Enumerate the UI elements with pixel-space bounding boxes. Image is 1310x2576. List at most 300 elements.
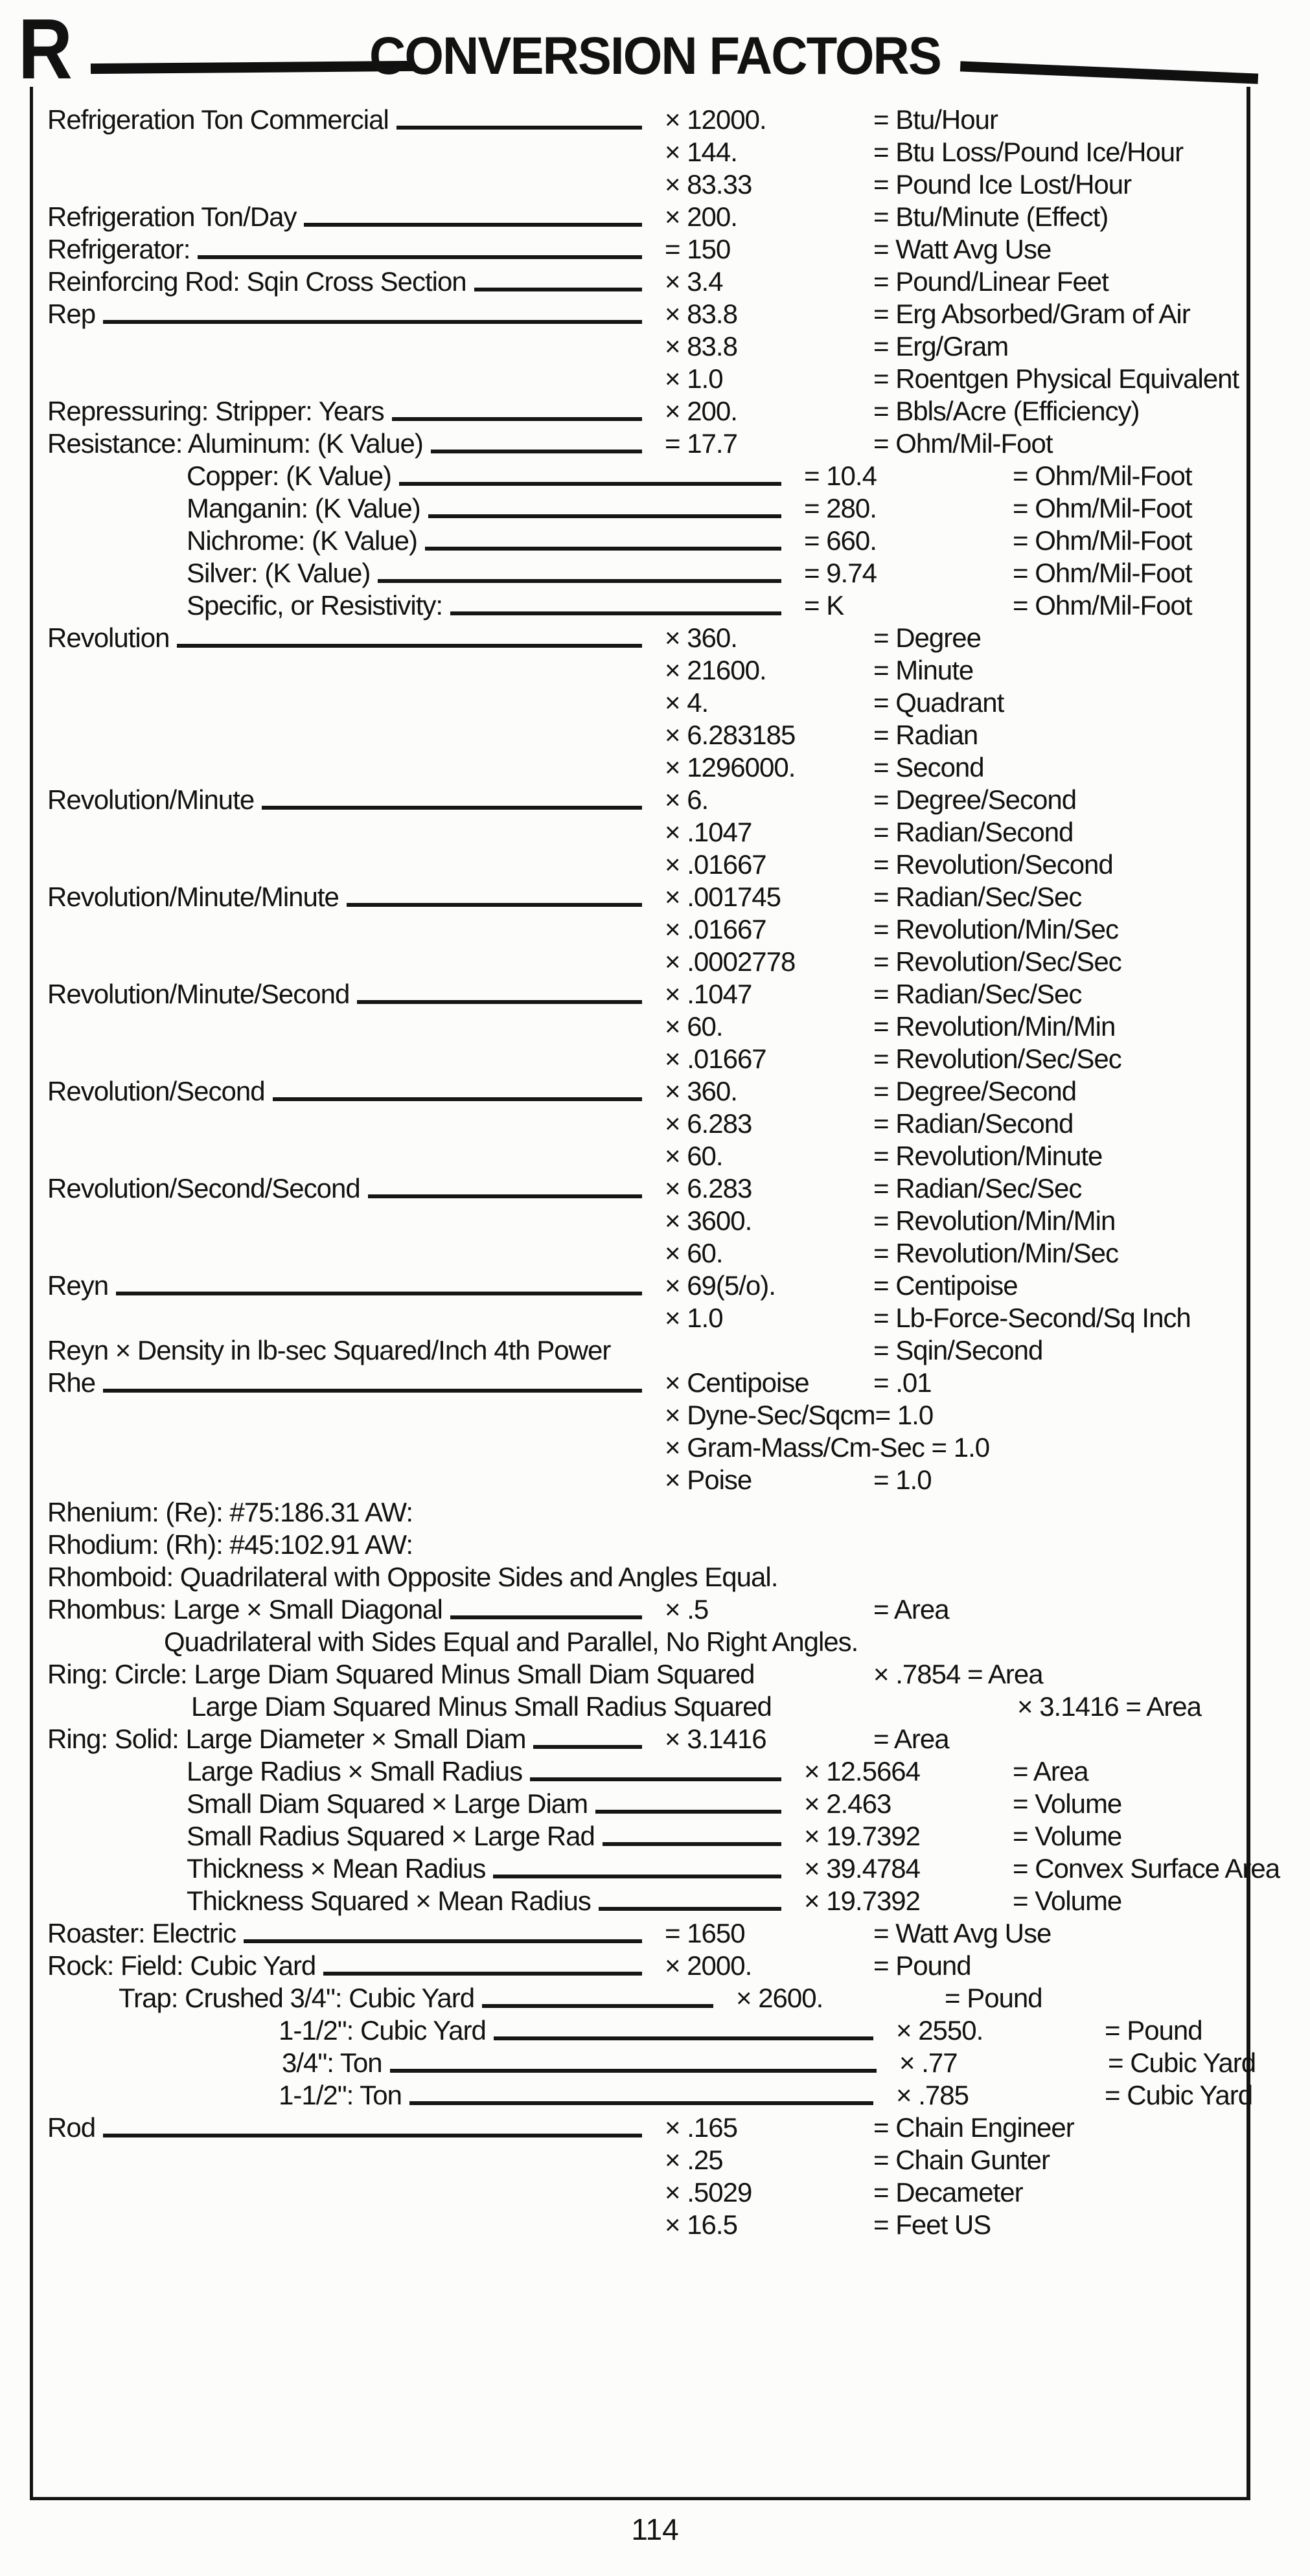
- conversion-row: [33, 2112, 1247, 2144]
- row-result: = .01: [873, 1367, 932, 1398]
- conversion-row: [33, 2079, 1253, 2112]
- row-label: Refrigeration Ton Commercial: [47, 104, 389, 135]
- conversion-row: [33, 363, 1247, 395]
- conversion-row: [33, 104, 1247, 136]
- row-indent: [47, 2014, 279, 2047]
- row-leader-line: [530, 1777, 781, 1781]
- row-factor: × .5: [665, 1594, 709, 1624]
- conversion-row: [33, 557, 1247, 589]
- row-result: × 3.1416 = Area: [1017, 1691, 1201, 1722]
- row-label-area: [47, 1496, 1247, 1529]
- row-leader-line: [368, 1194, 642, 1198]
- row-factor: × 21600.: [665, 655, 766, 685]
- row-result: = Pound: [873, 1950, 971, 1981]
- row-label-area: [187, 1788, 787, 1820]
- row-factor: × .01667: [665, 914, 766, 944]
- row-factor: × 60.: [665, 1141, 723, 1171]
- row-factor: × 19.7392: [804, 1821, 921, 1851]
- row-label: Trap: Crushed 3/4": Cubic Yard: [119, 1983, 475, 2013]
- row-factor: = 280.: [804, 493, 877, 523]
- conversion-row: [33, 395, 1247, 427]
- row-label: Silver: (K Value): [187, 558, 371, 588]
- row-leader-line: [103, 1389, 642, 1393]
- row-leader-line: [493, 1875, 781, 1878]
- conversion-row: [33, 1237, 1247, 1270]
- row-result: = Volume: [1013, 1886, 1122, 1916]
- row-label-area: [47, 1399, 647, 1431]
- conversion-table: [33, 104, 1280, 2241]
- row-label-area: [187, 589, 787, 622]
- conversion-row: [33, 2176, 1247, 2209]
- row-result: = Pound: [945, 1983, 1042, 2013]
- conversion-row: [33, 1658, 1247, 1691]
- conversion-row: [33, 654, 1247, 687]
- row-label: Reyn × Density in lb-sec Squared/Inch 4th Power: [47, 1335, 611, 1365]
- conversion-row: [33, 1820, 1247, 1852]
- row-result: = Ohm/Mil-Foot: [1013, 461, 1192, 491]
- row-result: = Cubic Yard: [1108, 2047, 1256, 2078]
- row-factor: × .1047: [665, 979, 752, 1009]
- row-label-area: [47, 1529, 1247, 1561]
- row-result: = 1.0: [873, 1465, 932, 1495]
- row-label-area: [279, 2014, 879, 2047]
- row-label-area: [47, 978, 647, 1010]
- row-result: = Revolution/Sec/Sec: [873, 1043, 1121, 1074]
- row-label-area: [47, 330, 647, 363]
- conversion-row: [33, 1010, 1247, 1043]
- row-label-area: [47, 913, 647, 946]
- conversion-row: [33, 1075, 1247, 1108]
- conversion-row: [33, 525, 1247, 557]
- row-factor: = 9.74: [804, 558, 877, 588]
- row-label-area: [47, 427, 647, 460]
- row-result: = Revolution/Min/Sec: [873, 1238, 1119, 1268]
- row-leader-line: [474, 288, 642, 291]
- conversion-row: [33, 1755, 1247, 1788]
- row-indent: [47, 460, 187, 492]
- row-label: Rhomboid: Quadrilateral with Opposite Sides and Angles Equal.: [47, 1562, 778, 1592]
- row-result: = Chain Engineer: [873, 2112, 1074, 2143]
- row-label: Rhe: [47, 1367, 96, 1398]
- row-leader-line: [425, 547, 781, 551]
- row-label: Revolution: [47, 622, 170, 653]
- row-factor: [665, 1334, 873, 1367]
- row-result: = Degree: [873, 622, 981, 653]
- conversion-row: [33, 1626, 1247, 1658]
- row-label-area: [47, 816, 647, 849]
- conversion-row: [33, 1529, 1247, 1561]
- row-indent: [47, 2047, 282, 2079]
- row-factor: × .1047: [665, 817, 752, 847]
- conversion-row: [33, 1399, 1247, 1431]
- page-number: 114: [631, 2513, 679, 2546]
- conversion-row: [33, 881, 1247, 913]
- row-label-area: [187, 1885, 787, 1917]
- conversion-row: [33, 1691, 1247, 1723]
- row-label: Rep: [47, 299, 96, 329]
- conversion-row: [33, 1561, 1247, 1593]
- conversion-row: [33, 978, 1247, 1010]
- conversion-row: [33, 2014, 1247, 2047]
- row-indent: [47, 589, 187, 622]
- row-result: = Ohm/Mil-Foot: [1013, 590, 1192, 621]
- conversion-row: [33, 1205, 1247, 1237]
- row-factor: × 200.: [665, 396, 737, 426]
- row-label-area: [187, 460, 787, 492]
- conversion-row: [33, 266, 1247, 298]
- row-label-area: [47, 622, 647, 654]
- row-leader-line: [323, 1972, 642, 1976]
- row-label: Reyn: [47, 1270, 109, 1301]
- conversion-row: [33, 330, 1247, 363]
- row-label-area: [187, 1820, 787, 1852]
- row-label-area: [47, 1302, 647, 1334]
- row-factor: × Dyne-Sec/Sqcm= 1.0: [665, 1400, 934, 1430]
- row-indent: [47, 2079, 279, 2112]
- row-result: = Revolution/Sec/Sec: [873, 946, 1121, 977]
- row-factor: × 2.463: [804, 1788, 891, 1819]
- row-label-area: [187, 557, 787, 589]
- row-label-area: [47, 1140, 647, 1172]
- row-indent: [47, 1885, 187, 1917]
- row-result: = Quadrant: [873, 687, 1004, 718]
- row-leader-line: [116, 1292, 642, 1295]
- row-leader-line: [396, 126, 642, 130]
- row-factor: × 83.8: [665, 299, 737, 329]
- row-label: Copper: (K Value): [187, 461, 392, 491]
- row-factor: × 60.: [665, 1238, 723, 1268]
- row-indent: [47, 492, 187, 525]
- row-factor: × 12000.: [665, 104, 766, 135]
- row-factor: = K: [804, 590, 844, 621]
- row-leader-line: [399, 482, 781, 486]
- row-factor: × .785: [896, 2080, 969, 2110]
- row-factor: × 16.5: [665, 2209, 737, 2240]
- row-result: = Btu/Minute (Effect): [873, 201, 1109, 232]
- conversion-row: [33, 1982, 1247, 2014]
- row-result: = Radian/Second: [873, 1108, 1074, 1139]
- row-result: = Degree/Second: [873, 1076, 1077, 1106]
- conversion-row: [33, 849, 1247, 881]
- conversion-row: [33, 1885, 1247, 1917]
- row-label-area: [47, 2209, 647, 2241]
- row-label-area: [47, 104, 647, 136]
- row-label-area: [191, 1691, 791, 1723]
- row-label-area: [282, 2047, 882, 2079]
- row-leader-line: [244, 1939, 642, 1943]
- conversion-row: [33, 1108, 1247, 1140]
- conversion-row: [33, 751, 1247, 784]
- row-label-area: [47, 136, 647, 168]
- row-factor: [809, 1691, 1017, 1723]
- row-factor: × 200.: [665, 201, 737, 232]
- row-label-area: [47, 881, 647, 913]
- row-label-area: [47, 1334, 647, 1367]
- row-result: = Bbls/Acre (Efficiency): [873, 396, 1140, 426]
- row-leader-line: [533, 1745, 642, 1749]
- row-label-area: [164, 1626, 1247, 1658]
- row-factor: × .5029: [665, 2177, 752, 2207]
- row-result: = Radian/Sec/Sec: [873, 979, 1082, 1009]
- row-indent: [47, 1982, 119, 2014]
- row-result: = Pound Ice Lost/Hour: [873, 169, 1132, 199]
- row-label: Refrigerator:: [47, 234, 190, 264]
- row-factor: × 83.33: [665, 169, 752, 199]
- row-label-area: [47, 395, 647, 427]
- conversion-row: [33, 298, 1247, 330]
- row-leader-line: [431, 450, 642, 453]
- row-leader-line: [450, 611, 781, 615]
- row-label: Revolution/Minute: [47, 784, 255, 815]
- row-result: = Lb-Force-Second/Sq Inch: [873, 1303, 1191, 1333]
- conversion-row: [33, 1302, 1247, 1334]
- conversion-row: [33, 719, 1247, 751]
- row-label-area: [47, 201, 647, 233]
- row-factor: × 6.: [665, 784, 709, 815]
- row-label-area: [47, 946, 647, 978]
- row-indent: [47, 525, 187, 557]
- row-factor: × 4.: [665, 687, 709, 718]
- row-leader-line: [177, 644, 642, 648]
- row-factor: × .77: [899, 2047, 958, 2078]
- row-factor: × Centipoise: [665, 1367, 809, 1398]
- row-label: Revolution/Second/Second: [47, 1173, 360, 1203]
- row-result: = Chain Gunter: [873, 2145, 1050, 2175]
- row-label: Refrigeration Ton/Day: [47, 201, 297, 232]
- conversion-row: [33, 946, 1247, 978]
- row-indent: [47, 1691, 191, 1723]
- row-label-area: [47, 1917, 647, 1950]
- conversion-row: [33, 1593, 1247, 1626]
- row-result: = Watt Avg Use: [873, 234, 1051, 264]
- row-result: = Erg Absorbed/Gram of Air: [873, 299, 1190, 329]
- row-leader-line: [595, 1810, 781, 1814]
- row-factor: × 6.283: [665, 1173, 752, 1203]
- row-label: Resistance: Aluminum: (K Value): [47, 428, 423, 459]
- row-label: Large Diam Squared Minus Small Radius Squared: [191, 1691, 772, 1722]
- conversion-row: [33, 168, 1247, 201]
- conversion-row: [33, 1788, 1247, 1820]
- conversion-row: [33, 233, 1247, 266]
- row-result: = Watt Avg Use: [873, 1918, 1051, 1948]
- conversion-row: [33, 816, 1247, 849]
- page-title: CONVERSION FACTORS: [369, 27, 941, 85]
- conversion-row: [33, 2209, 1247, 2241]
- row-label: 1-1/2": Cubic Yard: [279, 2015, 486, 2046]
- row-result: = Degree/Second: [873, 784, 1077, 815]
- row-label: Reinforcing Rod: Sqin Cross Section: [47, 266, 466, 297]
- row-label-area: [47, 363, 647, 395]
- conversion-row: [33, 1950, 1247, 1982]
- row-label: Revolution/Second: [47, 1076, 265, 1106]
- conversion-row: [33, 622, 1247, 654]
- row-result: = Centipoise: [873, 1270, 1018, 1301]
- row-label: Rock: Field: Cubic Yard: [47, 1950, 316, 1981]
- conversion-row: [33, 913, 1247, 946]
- conversion-row: [33, 1431, 1247, 1464]
- row-result: = Radian/Second: [873, 817, 1074, 847]
- row-factor: × 69(5/o).: [665, 1270, 776, 1301]
- row-label-area: [47, 233, 647, 266]
- row-label: Revolution/Minute/Minute: [47, 882, 339, 912]
- row-result: = Ohm/Mil-Foot: [1013, 558, 1192, 588]
- row-label: 1-1/2": Ton: [279, 2080, 402, 2110]
- section-letter: R: [18, 1, 71, 97]
- row-label-area: [47, 2176, 647, 2209]
- row-factor: × 39.4784: [804, 1853, 921, 1884]
- row-factor: × 3.4: [665, 266, 723, 297]
- conversion-row: [33, 1334, 1247, 1367]
- row-result: = Ohm/Mil-Foot: [1013, 493, 1192, 523]
- row-factor: × .01667: [665, 849, 766, 880]
- row-result: = Ohm/Mil-Foot: [1013, 525, 1192, 556]
- row-factor: × .165: [665, 2112, 737, 2143]
- row-label: Rod: [47, 2112, 96, 2143]
- row-indent: [47, 1788, 187, 1820]
- row-label: Revolution/Minute/Second: [47, 979, 350, 1009]
- row-factor: = 150: [665, 234, 731, 264]
- row-leader-line: [357, 1000, 642, 1004]
- content-box: [30, 87, 1280, 2500]
- row-label: Manganin: (K Value): [187, 493, 420, 523]
- row-leader-line: [347, 903, 642, 907]
- row-label: Thickness × Mean Radius: [187, 1853, 486, 1884]
- row-label-area: [47, 298, 647, 330]
- conversion-row: [33, 2144, 1247, 2176]
- row-label-area: [187, 1852, 787, 1885]
- row-leader-line: [390, 2069, 877, 2073]
- conversion-row: [33, 492, 1247, 525]
- row-result: = Convex Surface Area: [1013, 1853, 1280, 1884]
- row-factor: = 660.: [804, 525, 877, 556]
- row-label-area: [47, 1593, 647, 1626]
- row-factor: = 1650: [665, 1918, 745, 1948]
- row-factor: × 1.0: [665, 1303, 723, 1333]
- conversion-row: [33, 687, 1247, 719]
- row-label-area: [47, 1431, 647, 1464]
- row-factor: × 60.: [665, 1011, 723, 1042]
- row-label-area: [47, 1950, 647, 1982]
- row-label-area: [47, 266, 647, 298]
- conversion-row: [33, 1270, 1247, 1302]
- row-result: = Revolution/Min/Min: [873, 1205, 1116, 1236]
- conversion-row: [33, 1367, 1247, 1399]
- conversion-row: [33, 1917, 1247, 1950]
- row-label: Small Diam Squared × Large Diam: [187, 1788, 588, 1819]
- row-indent: [47, 1626, 164, 1658]
- row-indent: [47, 1852, 187, 1885]
- row-leader-line: [378, 579, 781, 583]
- row-label-area: [47, 1270, 647, 1302]
- row-factor: × 1.0: [665, 363, 723, 394]
- row-result: = Roentgen Physical Equivalent: [873, 363, 1239, 394]
- row-label-area: [187, 1755, 787, 1788]
- row-result: = Volume: [1013, 1821, 1122, 1851]
- row-result: = Area: [1013, 1756, 1088, 1786]
- row-result: = Revolution/Minute: [873, 1141, 1103, 1171]
- row-label: Repressuring: Stripper: Years: [47, 396, 384, 426]
- row-result: = Decameter: [873, 2177, 1023, 2207]
- conversion-row: [33, 460, 1247, 492]
- row-result: = Revolution/Second: [873, 849, 1113, 880]
- row-indent: [47, 557, 187, 589]
- row-factor: × 3.1416: [665, 1724, 766, 1754]
- row-label-area: [47, 1658, 755, 1691]
- row-label: Ring: Solid: Large Diameter × Small Diam: [47, 1724, 526, 1754]
- row-leader-line: [304, 223, 642, 227]
- row-leader-line: [428, 514, 781, 518]
- row-factor: × 2000.: [665, 1950, 752, 1981]
- row-factor: = 17.7: [665, 428, 737, 459]
- row-result: = Volume: [1013, 1788, 1122, 1819]
- conversion-row: [33, 784, 1247, 816]
- conversion-row: [33, 1140, 1247, 1172]
- row-result: = Cubic Yard: [1105, 2080, 1253, 2110]
- row-result: = Sqin/Second: [873, 1335, 1043, 1365]
- row-label-area: [187, 492, 787, 525]
- row-label: Large Radius × Small Radius: [187, 1756, 523, 1786]
- row-result: = Area: [873, 1594, 949, 1624]
- row-label-area: [47, 1043, 647, 1075]
- conversion-row: [33, 2047, 1256, 2079]
- row-indent: [47, 1755, 187, 1788]
- row-result: = Radian/Sec/Sec: [873, 882, 1082, 912]
- conversion-row: [33, 1496, 1247, 1529]
- row-leader-line: [392, 417, 642, 421]
- row-label-area: [47, 1108, 647, 1140]
- row-factor: × .25: [665, 2145, 723, 2175]
- row-result: = Erg/Gram: [873, 331, 1009, 361]
- row-result: = Minute: [873, 655, 974, 685]
- row-label: Quadrilateral with Sides Equal and Parallel, No Right Angles.: [164, 1626, 858, 1657]
- row-result: = Radian/Sec/Sec: [873, 1173, 1082, 1203]
- row-leader-line: [409, 2101, 873, 2105]
- row-label-area: [47, 2112, 647, 2144]
- conversion-row: [33, 1723, 1247, 1755]
- row-label-area: [47, 1075, 647, 1108]
- row-leader-line: [482, 2004, 713, 2008]
- row-label-area: [47, 1723, 647, 1755]
- row-result: = Radian: [873, 720, 978, 750]
- row-label-area: [47, 784, 647, 816]
- conversion-row: [33, 427, 1247, 460]
- conversion-row: [33, 1172, 1247, 1205]
- row-factor: × 144.: [665, 137, 737, 167]
- row-label-area: [47, 1464, 647, 1496]
- row-label-area: [47, 849, 647, 881]
- row-result: = Revolution/Min/Sec: [873, 914, 1119, 944]
- row-label-area: [47, 1237, 647, 1270]
- row-result: = Ohm/Mil-Foot: [873, 428, 1053, 459]
- row-factor: × 3600.: [665, 1205, 752, 1236]
- row-label: Roaster: Electric: [47, 1918, 236, 1948]
- row-factor: × 6.283: [665, 1108, 752, 1139]
- conversion-row: [33, 201, 1247, 233]
- row-label: Small Radius Squared × Large Rad: [187, 1821, 595, 1851]
- row-factor: × .01667: [665, 1043, 766, 1074]
- row-result: = Area: [873, 1724, 949, 1754]
- row-result: = Revolution/Min/Min: [873, 1011, 1116, 1042]
- conversion-row: [33, 589, 1247, 622]
- row-label-area: [47, 1367, 647, 1399]
- row-factor: × 2550.: [896, 2015, 983, 2046]
- row-leader-line: [494, 2036, 873, 2040]
- row-leader-line: [262, 806, 642, 810]
- row-leader-line: [273, 1097, 642, 1101]
- row-result: = Feet US: [873, 2209, 991, 2240]
- row-factor: × 19.7392: [804, 1886, 921, 1916]
- row-label-area: [279, 2079, 879, 2112]
